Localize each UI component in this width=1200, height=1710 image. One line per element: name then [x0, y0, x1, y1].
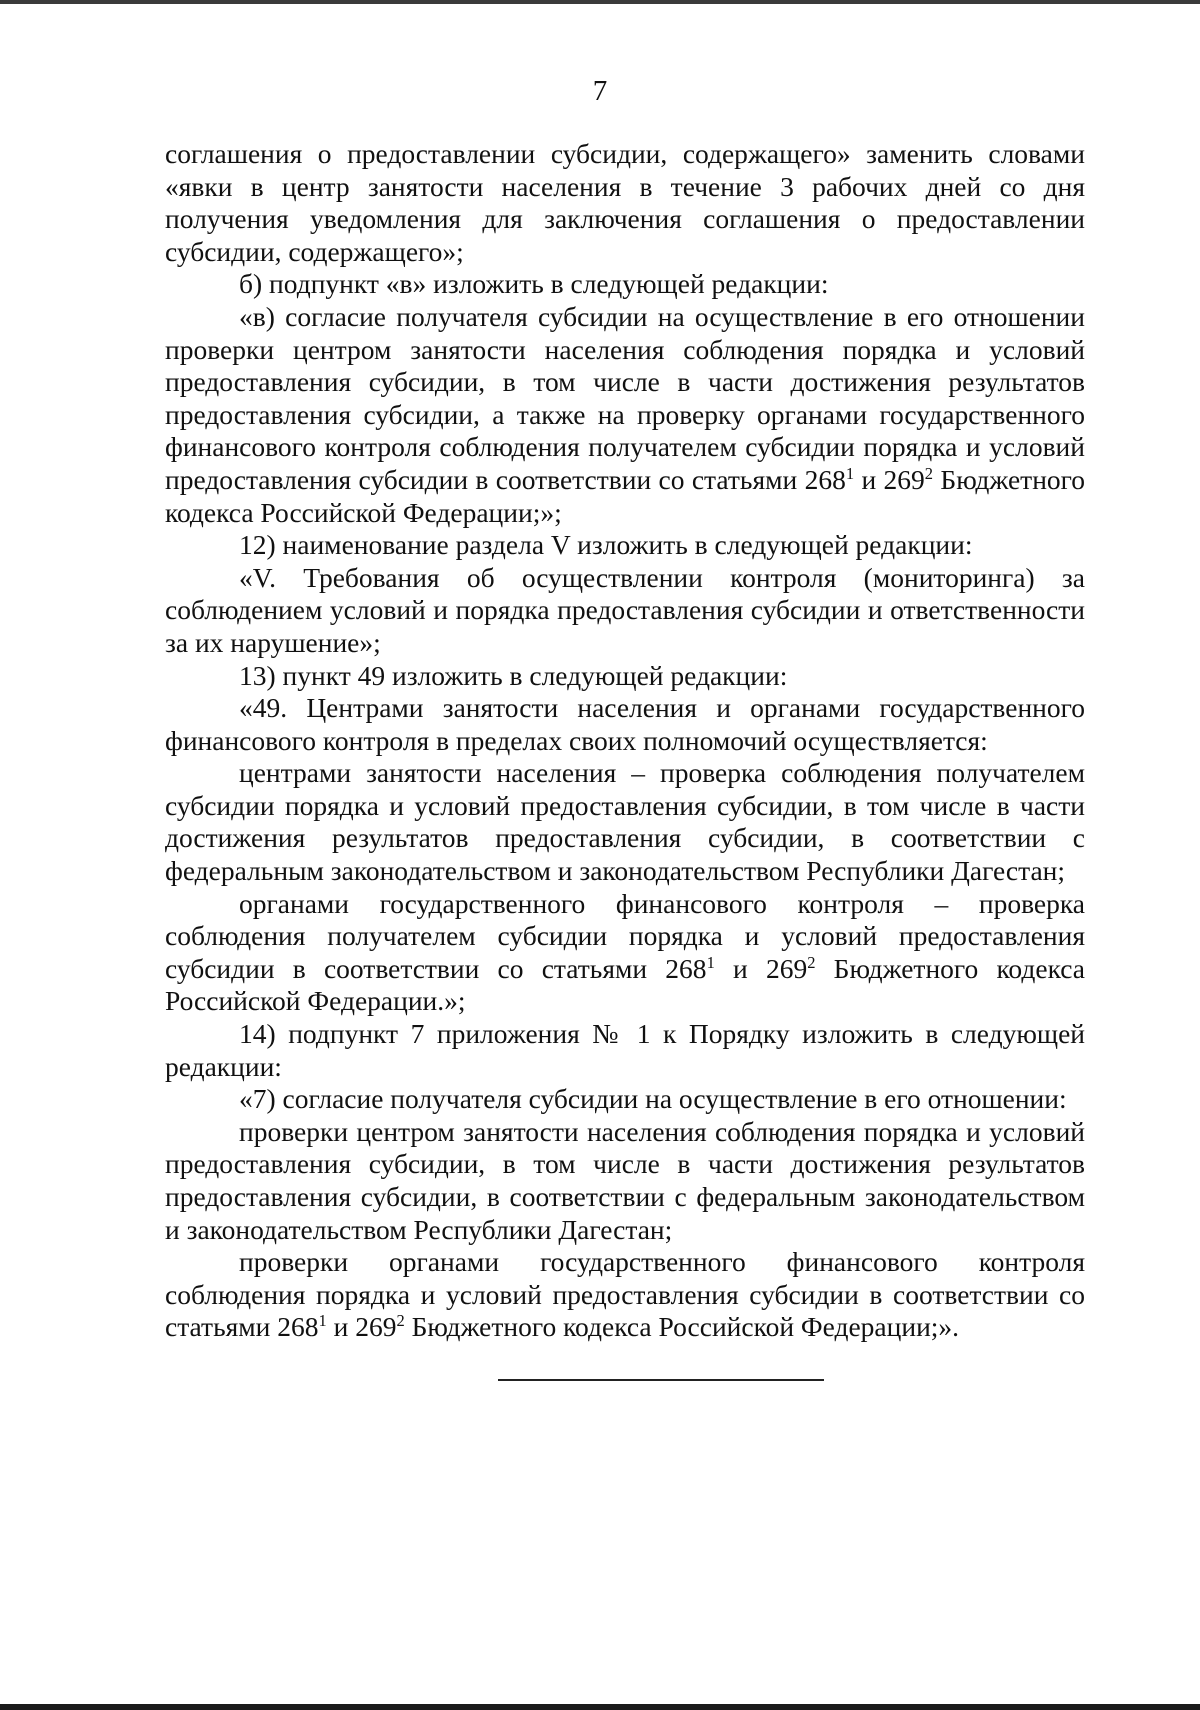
- page-number: 7: [592, 75, 608, 107]
- paragraph-employment-centers: центрами занятости населения – проверка соблюдения получателем субсидии порядка и условий предоставления субсидии, в том числе в части достижения результатов предоставления субсидии, в соответствии с федеральным законодательством и законодательством Республики Дагестан;: [165, 757, 1085, 887]
- paragraph-checks-financial-control: проверки органами государственного финансового контроля соблюдения порядка и условий предоставления субсидии в соответствии со статьями $268^1$ и $269^2$ Бюджетного кодекса Российской Федерации;».: [165, 1246, 1085, 1343]
- paragraph-point-49: «49. Центрами занятости населения и органами государственного финансового контроля в пределах своих полномочий осуществляется:: [165, 692, 1085, 756]
- paragraph-item-13: 13) пункт 49 изложить в следующей редакции:: [239, 659, 788, 691]
- end-of-document-rule: [498, 1379, 824, 1381]
- scan-top-edge: [0, 0, 1200, 4]
- paragraph-subitem-7: «7) согласие получателя субсидии на осуществление в его отношении:: [239, 1083, 1067, 1115]
- paragraph-continuation: соглашения о предоставлении субсидии, содержащего» заменить словами «явки в центр занятости населения в течение 3 рабочих дней со дня получения уведомления для заключения соглашения о предоставлении субсидии, содержащего»;: [165, 138, 1085, 267]
- paragraph-financial-control: органами государственного финансового контроля – проверка соблюдения получателем субсидии порядка и условий предоставления субсидии в соответствии со статьями $268^1$ и $269^2$ Бюджетного кодекса Российской Федерации.»;: [165, 887, 1086, 1017]
- paragraph-subitem-b: б) подпункт «в» изложить в следующей редакции:: [239, 268, 829, 300]
- paragraph-checks-employment-center: проверки центром занятости населения соблюдения порядка и условий предоставления субсидии, в том числе в части достижения результатов предоставления субсидии, в соответствии с федеральным законодательством и законодательством Республики Дагестан;: [165, 1115, 1085, 1245]
- paragraph-subitem-v-text: «в) согласие получателя субсидии на осуществление в его отношении проверки центром занятости населения соблюдения порядка и условий предоставления субсидии, в том числе в части достижения результатов предоставления субсидии, а также на проверку органами государственного финансового контроля соблюдения получателем субсидии порядка и условий предоставления субсидии в соответствии со статьями $268^1$ и $269^2$ Бюджетного кодекса Российской Федерации;»;: [165, 300, 1086, 528]
- paragraph-item-12: 12) наименование раздела V изложить в следующей редакции:: [239, 529, 973, 561]
- paragraph-item-14: 14) подпункт 7 приложения № 1 к Порядку изложить в следующей редакции:: [165, 1018, 1085, 1082]
- document-body: [165, 138, 1085, 1344]
- paragraph-section-v-title: «V. Требования об осуществлении контроля (мониторинга) за соблюдением условий и порядка предоставления субсидии и ответственности за их нарушение»;: [165, 561, 1085, 658]
- scan-bottom-edge: [0, 1704, 1200, 1710]
